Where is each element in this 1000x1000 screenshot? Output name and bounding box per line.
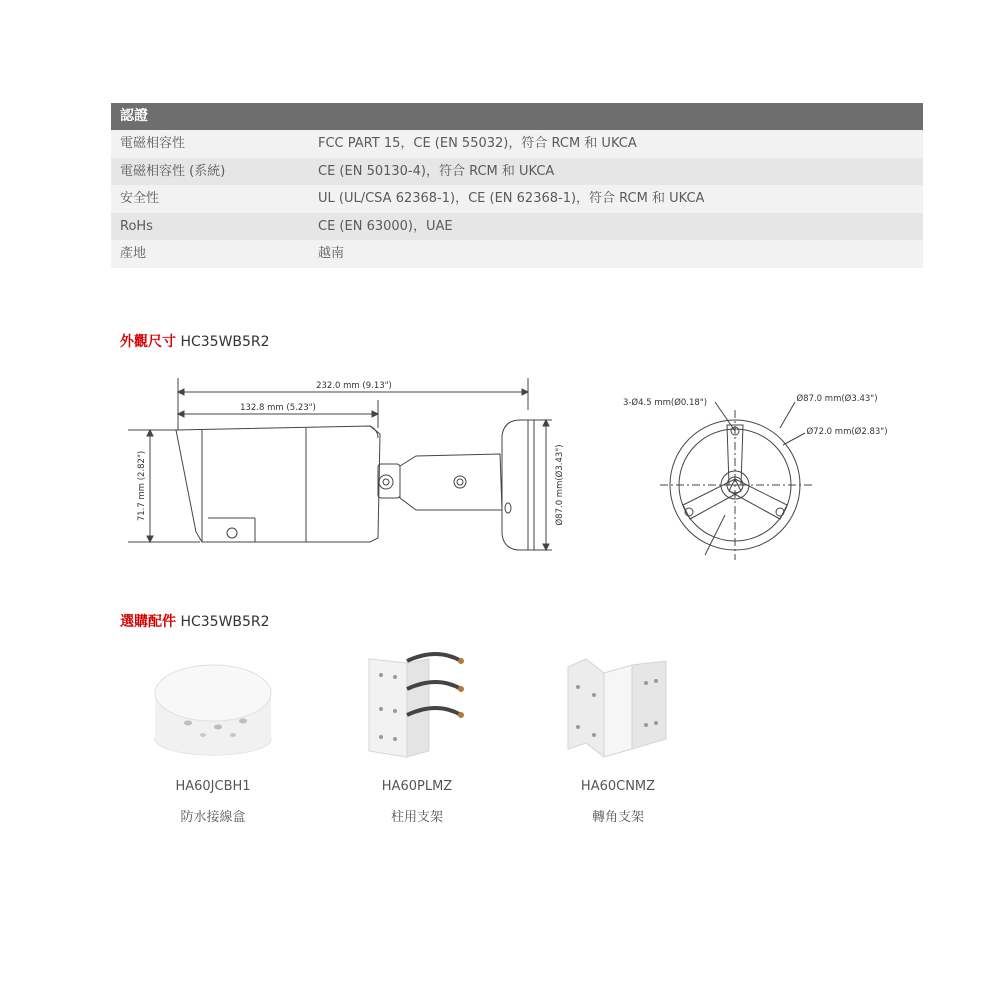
row-label: 電磁相容性 — [120, 136, 186, 151]
height-label: 71.7 mm (2.82") — [137, 450, 147, 522]
accessory-item — [143, 645, 283, 825]
junction-box-image — [143, 645, 283, 765]
accessories-title — [120, 611, 270, 631]
dimensions-title — [120, 331, 270, 351]
accessory-model: HA60JCBH1 — [175, 779, 251, 794]
row-value: CE (EN 50130-4)，符合 RCM 和 UKCA — [318, 163, 555, 179]
accessory-item — [548, 645, 688, 825]
row-label: RoHs — [120, 218, 153, 234]
accessories-title-label: 選購配件 — [120, 614, 176, 630]
base-diameter-label: Ø87.0 mm(Ø3.43") — [555, 444, 565, 526]
row-value: FCC PART 15，CE (EN 55032)，符合 RCM 和 UKCA — [318, 136, 637, 151]
total-length-label: 232.0 mm (9.13") — [316, 381, 392, 391]
table-row — [111, 213, 923, 241]
table-row — [111, 185, 923, 213]
corner-mount-image — [548, 645, 688, 765]
hole-circle-label: Ø72.0 mm(Ø2.83") — [806, 427, 888, 437]
body-length-label: 132.8 mm (5.23") — [240, 403, 316, 413]
accessory-item — [347, 645, 487, 825]
accessory-model: HA60CNMZ — [580, 779, 656, 794]
dimensions-title-model: HC35WB5R2 — [180, 334, 270, 350]
dimensions-title-label: 外觀尺寸 — [120, 334, 176, 350]
accessory-name: 轉角支架 — [591, 810, 644, 825]
certification-header: 認證 — [111, 103, 923, 130]
accessory-name: 防水接線盒 — [180, 810, 246, 825]
row-label: 產地 — [120, 246, 147, 261]
pole-mount-image — [347, 645, 487, 765]
table-row — [111, 158, 923, 186]
table-row — [111, 240, 923, 268]
camera-side-view-drawing — [120, 370, 580, 560]
outer-diameter-label: Ø87.0 mm(Ø3.43") — [796, 394, 878, 404]
hole-spec-label: 3-Ø4.5 mm(Ø0.18") — [622, 398, 708, 408]
certification-table — [111, 103, 923, 268]
camera-base-view-drawing — [615, 385, 900, 575]
accessories-title-model: HC35WB5R2 — [180, 614, 270, 630]
row-label: 安全性 — [120, 191, 160, 206]
row-value: CE (EN 63000)，UAE — [318, 218, 453, 234]
row-value: UL (UL/CSA 62368-1)，CE (EN 62368-1)，符合 RCM 和 UKCA — [318, 191, 705, 206]
row-label: 電磁相容性 (系統) — [120, 163, 226, 179]
accessory-name: 柱用支架 — [390, 810, 443, 825]
table-row — [111, 130, 923, 158]
accessory-model: HA60PLMZ — [381, 779, 453, 794]
row-value: 越南 — [318, 246, 345, 261]
